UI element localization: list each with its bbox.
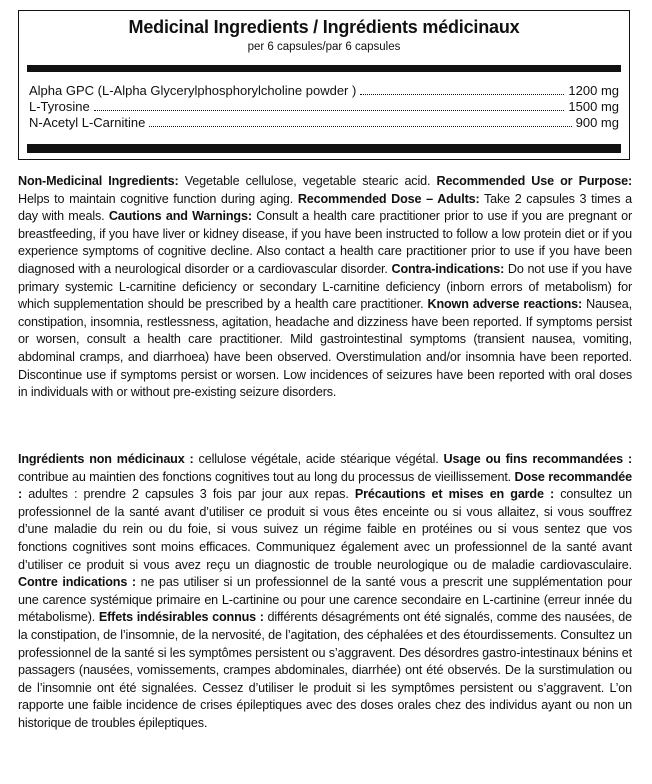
ingredient-name: L-Tyrosine bbox=[29, 99, 90, 114]
contra-indications-label: Contra-indications: bbox=[391, 261, 505, 276]
cautions-text-fr: consultez un professionnel de la santé avant d’utiliser ce produit si vous êtes enceinte ou si vous allaitez, si vous souffrez d’une maladie du rein ou du foie, si vous suivez un régime faible en protéines ou si vous sentez que vos fonctions cognitives sont moins efficaces. Communiquez également avec un professionnel de la santé avant d’utiliser ce produit si vous avez reçu un diagnostic de trouble neurologique ou de maladie cardiovasculaire. bbox=[18, 487, 632, 572]
english-directions-paragraph bbox=[18, 173, 632, 402]
medicinal-ingredients-panel bbox=[18, 10, 630, 160]
recommended-use-label-fr: Usage ou fins recommandées : bbox=[443, 452, 632, 466]
top-rule-bar bbox=[27, 65, 621, 72]
contra-indications-text: Do not use if you have primary systemic L-carnitine deficiency or secondary L-carnitine deficiency (inborn errors of metabolism) for which supplementation should be prescribed by a health care practitioner. bbox=[18, 261, 632, 312]
recommended-dose-label-fr: Dose recommandée : bbox=[18, 469, 632, 502]
ingredient-name: Alpha GPC (L-Alpha Glycerylphosphorylcholine powder ) bbox=[29, 83, 357, 98]
contra-indications-text-fr: ne pas utiliser si un professionnel de la santé vous a prescrit une supplémentation pour une carence systémique primaire en L-cartinine ou pour une carence secondaire en L-cartinine (erreur innée du métabolisme). bbox=[18, 575, 632, 625]
leader-dots bbox=[360, 94, 564, 95]
recommended-use-text: Helps to maintain cognitive function during aging. bbox=[18, 191, 298, 206]
recommended-use-text-fr: contribue au maintien des fonctions cognitives tout au long du processus de vieillissement. bbox=[18, 469, 515, 484]
ingredient-dose: 1200 mg bbox=[568, 83, 619, 98]
ingredient-dose: 900 mg bbox=[575, 115, 619, 130]
cautions-text: Consult a health care practitioner prior to use if you are pregnant or breastfeeding, if you have liver or kidney disease, if you have been instructed to follow a low protein diet or if you experience symptoms of cognitive decline. Also contact a health care practitioner prior to use if you have been diagnosed with a neurological disorder or a cardiovascular disorder. bbox=[18, 209, 633, 276]
ingredient-list bbox=[29, 83, 619, 131]
panel-title: Medicinal Ingredients / Ingrédients médicinaux bbox=[128, 17, 520, 37]
leader-dots bbox=[149, 126, 571, 127]
cautions-label: Cautions and Warnings: bbox=[108, 209, 252, 224]
recommended-use-label: Recommended Use or Purpose: bbox=[436, 174, 632, 188]
ingredient-name: N-Acetyl L-Carnitine bbox=[29, 115, 146, 130]
panel-subtitle: per 6 capsules/par 6 capsules bbox=[247, 41, 401, 53]
bottom-rule-bar bbox=[27, 144, 621, 153]
contra-indications-label-fr: Contre indications : bbox=[18, 575, 136, 590]
ingredient-row bbox=[29, 99, 619, 115]
leader-dots bbox=[94, 110, 565, 111]
adverse-reactions-label: Known adverse reactions: bbox=[427, 297, 583, 312]
recommended-dose-label: Recommended Dose – Adults: bbox=[297, 191, 480, 206]
ingredient-row bbox=[29, 83, 619, 99]
non-medicinal-label: Non-Medicinal Ingredients: bbox=[18, 174, 179, 188]
ingredient-row bbox=[29, 115, 619, 131]
french-directions-paragraph bbox=[18, 451, 632, 733]
non-medicinal-label-fr: Ingrédients non médicinaux : bbox=[18, 452, 194, 466]
cautions-label-fr: Précautions et mises en garde : bbox=[354, 487, 555, 502]
adverse-reactions-text-fr: différents désagréments ont été signalés, comme des nausées, de la constipation, de l’insomnie, de la nervosité, de l’agitation, des céphalées et des étourdissements. Consultez un professionnel de la santé si les symptômes persistent ou s’aggravent. Des désordres gastro-intestinaux bénins et passagers (nausées, vomissements, crampes abdominales, diarrhée) ont été observés. De la surstimulation ou de l’insomnie ont été signalées. Cessez d’utiliser le produit si les symptômes persistent ou s’aggravent. L’on rapporte une faible incidence de crises épileptiques avec des doses orales chez des individus ayant ou non un historique de troubles épileptiques. bbox=[18, 610, 632, 730]
recommended-dose-text: Take 2 capsules 3 times a day with meals. bbox=[18, 191, 633, 224]
recommended-dose-text-fr: adultes : prendre 2 capsules 3 fois par jour aux repas. bbox=[22, 487, 355, 502]
non-medicinal-text-fr: cellulose végétale, acide stéarique végétal. bbox=[193, 452, 444, 466]
non-medicinal-text: Vegetable cellulose, vegetable stearic acid. bbox=[178, 174, 437, 188]
ingredient-dose: 1500 mg bbox=[568, 99, 619, 114]
adverse-reactions-label-fr: Effets indésirables connus : bbox=[98, 610, 264, 625]
adverse-reactions-text: Nausea, constipation, insomnia, restlessness, agitation, headache and dizziness have been reported. If symptoms persist or worsen, consult a health care practitioner. Mild gastrointestinal symptoms (transient nausea, vomiting, abdominal cramps, and diarrhoea) have been observed. Overstimulation and/or insomnia have been reported. Discontinue use if symptoms persist or worsen. Low incidences of seizures have been reported with oral doses in individuals with or without pre-existing seizure disorders. bbox=[18, 297, 632, 400]
